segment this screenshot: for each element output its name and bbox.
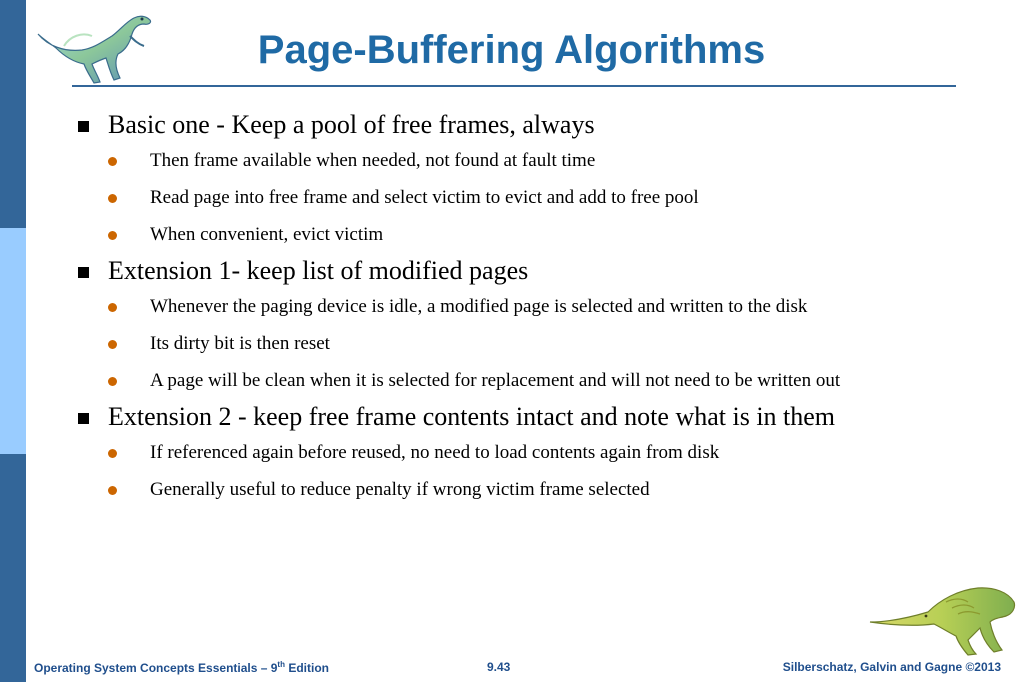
bullet-item <box>72 110 1012 246</box>
sub-bullet-text: A page will be clean when it is selected for replacement and will not need to be written out <box>150 370 841 391</box>
sub-bullet-list <box>108 296 1012 392</box>
footer-book-title-sup: th <box>277 660 285 669</box>
sub-bullet-text: Read page into free frame and select victim to evict and add to free pool <box>150 187 699 208</box>
dot-bullet-icon <box>108 486 117 495</box>
dot-bullet-icon <box>108 377 117 386</box>
sidebar-segment-middle <box>0 228 26 454</box>
sub-bullet-item <box>108 442 1012 464</box>
slide-title <box>0 28 1023 73</box>
footer-book-title-text: Operating System Concepts Essentials – 9 <box>34 661 278 675</box>
sidebar-segment-bottom <box>0 454 26 682</box>
bullet-text: Basic one - Keep a pool of free frames, always <box>108 110 595 139</box>
sub-bullet-item <box>108 333 1012 355</box>
sub-bullet-text: If referenced again before reused, no need to load contents again from disk <box>150 442 720 463</box>
sub-bullet-list <box>108 442 1012 501</box>
footer-book-title-edition: Edition <box>284 661 329 675</box>
bullet-text: Extension 1- keep list of modified pages <box>108 256 529 285</box>
sub-bullet-item <box>108 187 1012 209</box>
square-bullet-icon <box>78 267 89 278</box>
dinosaur-icon <box>868 578 1018 656</box>
footer-book-title <box>34 660 329 675</box>
dot-bullet-icon <box>108 303 117 312</box>
bullet-item <box>72 402 1012 501</box>
square-bullet-icon <box>78 413 89 424</box>
footer-authors: Silberschatz, Galvin and Gagne ©2013 <box>782 660 1001 674</box>
dot-bullet-icon <box>108 340 117 349</box>
sub-bullet-item <box>108 224 1012 246</box>
sub-bullet-text: Then frame available when needed, not found at fault time <box>150 150 596 171</box>
dot-bullet-icon <box>108 231 117 240</box>
sub-bullet-text: Its dirty bit is then reset <box>150 333 330 354</box>
dot-bullet-icon <box>108 449 117 458</box>
slide-title-text: Page-Buffering Algorithms <box>257 28 766 72</box>
dot-bullet-icon <box>108 157 117 166</box>
bullet-list <box>72 110 1012 509</box>
sub-bullet-text: When convenient, evict victim <box>150 224 384 245</box>
footer-page-number: 9.43 <box>487 660 511 674</box>
bullet-text: Extension 2 - keep free frame contents intact and note what is in them <box>108 402 836 431</box>
sub-bullet-item <box>108 296 1012 318</box>
sub-bullet-text: Whenever the paging device is idle, a modified page is selected and written to the disk <box>150 296 808 317</box>
left-sidebar-band <box>0 0 26 682</box>
sub-bullet-list <box>108 150 1012 246</box>
sub-bullet-item <box>108 479 1012 501</box>
bullet-item <box>72 256 1012 392</box>
square-bullet-icon <box>78 121 89 132</box>
sub-bullet-item <box>108 370 1012 392</box>
title-underline <box>72 85 956 87</box>
sub-bullet-item <box>108 150 1012 172</box>
dot-bullet-icon <box>108 194 117 203</box>
sub-bullet-text: Generally useful to reduce penalty if wrong victim frame selected <box>150 479 650 500</box>
